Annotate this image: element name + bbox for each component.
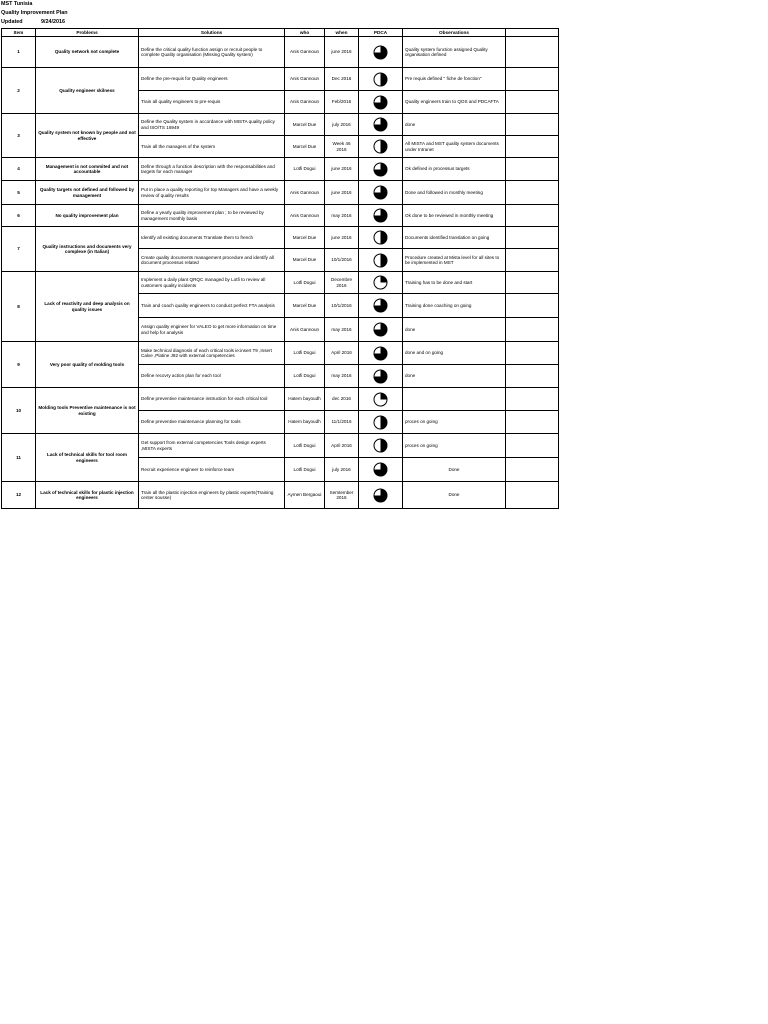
col-pdca: PDCA [359, 29, 403, 37]
item-number: 4 [2, 158, 36, 181]
pdca-cell [359, 181, 403, 205]
problem-cell: No quality improvement plan [36, 205, 139, 227]
col-solutions: Solutions [139, 29, 285, 37]
solution-cell: Train and coach quality engineers to conduct perfect FTA analysis [139, 294, 285, 318]
pdca-progress-icon [373, 253, 388, 268]
who-cell: Lotfi Dogui [285, 458, 325, 482]
observation-cell: Quality system function assigned Quality organisation defined [403, 37, 506, 68]
extra-cell [506, 365, 559, 388]
when-cell: Decembre 2016 [325, 272, 359, 294]
pdca-progress-icon [373, 298, 388, 313]
pdca-progress-icon [373, 208, 388, 223]
item-number: 6 [2, 205, 36, 227]
table-row [2, 158, 559, 181]
when-cell: Semtember 2016 [325, 482, 359, 509]
who-cell: Anis Gannoun [285, 37, 325, 68]
extra-cell [506, 227, 559, 249]
solution-cell: Assign quality engineer for VALEO to get more information on time and help for analysis [139, 318, 285, 342]
observation-cell: proces on going [403, 411, 506, 434]
problem-cell: Quality engineer skilness [36, 68, 139, 114]
item-number: 9 [2, 342, 36, 388]
item-number: 11 [2, 434, 36, 482]
item-number: 3 [2, 114, 36, 158]
who-cell: Hatem bayoudh [285, 388, 325, 411]
pdca-cell [359, 458, 403, 482]
table-row [2, 272, 559, 294]
observation-cell: proces on going [403, 434, 506, 458]
pdca-progress-icon [373, 95, 388, 110]
pdca-cell [359, 272, 403, 294]
extra-cell [506, 249, 559, 272]
pdca-progress-icon [373, 369, 388, 384]
extra-cell [506, 181, 559, 205]
extra-cell [506, 68, 559, 91]
when-cell: june 2016 [325, 227, 359, 249]
pdca-cell [359, 114, 403, 136]
problem-cell: Lack of reactivity and deep analysis on quality issues [36, 272, 139, 342]
pdca-progress-icon [373, 346, 388, 361]
quality-plan-table [1, 28, 559, 509]
who-cell: Anis Gannoun [285, 91, 325, 114]
extra-cell [506, 388, 559, 411]
who-cell: Marcel Due [285, 136, 325, 158]
solution-cell: Define through a function description with the responsabilities and targets for each manager [139, 158, 285, 181]
col-item: Item [2, 29, 36, 37]
extra-cell [506, 434, 559, 458]
pdca-cell [359, 411, 403, 434]
solution-cell: Train all the plastic injection engineers by plastic experts(Training center sousse) [139, 482, 285, 509]
table-row [2, 181, 559, 205]
company-name: MST Tunisia [1, 1, 33, 7]
when-cell: may 2016 [325, 318, 359, 342]
who-cell: Marcel Due [285, 294, 325, 318]
pdca-cell [359, 294, 403, 318]
when-cell: june 2016 [325, 158, 359, 181]
when-cell: may 2016 [325, 365, 359, 388]
who-cell: Aymen Bergaoui [285, 482, 325, 509]
when-cell: july 2016 [325, 114, 359, 136]
item-number: 2 [2, 68, 36, 114]
problem-cell: Lack of technical skills for plastic injection engineers [36, 482, 139, 509]
solution-cell: Define the Quality system in accordance with MISTA quality policy and ISO/TS 16949 [139, 114, 285, 136]
pdca-progress-icon [373, 275, 388, 290]
pdca-progress-icon [373, 392, 388, 407]
who-cell: Lotfi Dogui [285, 158, 325, 181]
solution-cell: Define preventive maintenance planning for tools [139, 411, 285, 434]
who-cell: Lotfi Dogui [285, 272, 325, 294]
who-cell: Marcel Due [285, 249, 325, 272]
col-when: when [325, 29, 359, 37]
observation-cell: done [403, 365, 506, 388]
problem-cell: Very poor quality of molding tools [36, 342, 139, 388]
item-number: 8 [2, 272, 36, 342]
pdca-cell [359, 37, 403, 68]
problem-cell: Management is not commited and not accountable [36, 158, 139, 181]
updated-row [1, 19, 65, 25]
col-problems: Problems [36, 29, 139, 37]
table-row [2, 205, 559, 227]
observation-cell: All MISTA and MST quality system documents under Intranet [403, 136, 506, 158]
solution-cell: Get support from external competencies Tools design experts ,MISTA experts [139, 434, 285, 458]
pdca-progress-icon [373, 415, 388, 430]
table-header-row [2, 29, 559, 37]
pdca-progress-icon [373, 185, 388, 200]
extra-cell [506, 482, 559, 509]
problem-cell: Quality targets not defined and followed by management [36, 181, 139, 205]
extra-cell [506, 342, 559, 365]
solution-cell: Identify all existing documents Translate them to french [139, 227, 285, 249]
pdca-cell [359, 91, 403, 114]
observation-cell: done [403, 318, 506, 342]
table-row [2, 37, 559, 68]
table-row [2, 227, 559, 249]
observation-cell: Training done coaching on going [403, 294, 506, 318]
solution-cell: Define preventive maintenance instruction for each critical tool [139, 388, 285, 411]
solution-cell: Put in place a quality reporting for top Managers and have a weekly review of quality results [139, 181, 285, 205]
pdca-progress-icon [373, 488, 388, 503]
observation-cell [403, 388, 506, 411]
item-number: 5 [2, 181, 36, 205]
when-cell: April 2016 [325, 342, 359, 365]
pdca-cell [359, 205, 403, 227]
pdca-cell [359, 365, 403, 388]
who-cell: Lotfi Dogui [285, 342, 325, 365]
extra-cell [506, 91, 559, 114]
extra-cell [506, 294, 559, 318]
pdca-cell [359, 388, 403, 411]
pdca-cell [359, 136, 403, 158]
who-cell: Lotfi Dogui [285, 434, 325, 458]
col-extra [506, 29, 559, 37]
solution-cell: Define the pre-requis for Quality engineers [139, 68, 285, 91]
pdca-progress-icon [373, 117, 388, 132]
pdca-cell [359, 342, 403, 365]
observation-cell: Training has to be done and start [403, 272, 506, 294]
when-cell: dec 2016 [325, 388, 359, 411]
pdca-progress-icon [373, 45, 388, 60]
who-cell: Anis Gannoun [285, 181, 325, 205]
pdca-progress-icon [373, 322, 388, 337]
problem-cell: Quality system not known by people and not effective [36, 114, 139, 158]
table-row [2, 482, 559, 509]
pdca-cell [359, 158, 403, 181]
observation-cell: Done [403, 482, 506, 509]
pdca-cell [359, 482, 403, 509]
plan-title: Quality Improvement Plan [1, 10, 68, 16]
table-row [2, 434, 559, 458]
pdca-cell [359, 227, 403, 249]
solution-cell: Recruit experience engineer to reinforce team [139, 458, 285, 482]
when-cell: April 2016 [325, 434, 359, 458]
solution-cell: Define recovry action plan for each tool [139, 365, 285, 388]
item-number: 1 [2, 37, 36, 68]
observation-cell: done [403, 114, 506, 136]
when-cell: 10/1/2016 [325, 294, 359, 318]
who-cell: Marcel Due [285, 227, 325, 249]
updated-date: 9/24/2016 [41, 19, 65, 25]
pdca-progress-icon [373, 72, 388, 87]
pdca-cell [359, 249, 403, 272]
who-cell: Anis Gannoun [285, 318, 325, 342]
who-cell: Hatem bayoudh [285, 411, 325, 434]
observation-cell: Ok done to be reviewed in monthly meeting [403, 205, 506, 227]
extra-cell [506, 205, 559, 227]
who-cell: Anis Gannoun [285, 68, 325, 91]
problem-cell: Molding tools Preventive maintenance is not existing [36, 388, 139, 434]
solution-cell: Make technical diagnosis of each critical tools ie:insert T9 ,Insert Calve ,Platine J92 with external competencies [139, 342, 285, 365]
when-cell: Dec 2016 [325, 68, 359, 91]
when-cell: june 2016 [325, 37, 359, 68]
table-row [2, 342, 559, 365]
observation-cell: Documents identified translation on going [403, 227, 506, 249]
pdca-progress-icon [373, 462, 388, 477]
observation-cell: Pre requis defined " fiche de fonction" [403, 68, 506, 91]
extra-cell [506, 272, 559, 294]
when-cell: july 2016 [325, 458, 359, 482]
col-observations: Observations [403, 29, 506, 37]
pdca-progress-icon [373, 162, 388, 177]
pdca-progress-icon [373, 438, 388, 453]
when-cell: Feb/2016 [325, 91, 359, 114]
observation-cell: done and on going [403, 342, 506, 365]
when-cell: Week 46 2016 [325, 136, 359, 158]
observation-cell: Quality engineers train to QOS and PDCAFTA [403, 91, 506, 114]
extra-cell [506, 114, 559, 136]
solution-cell: Implement a daily plant QRQC managed by Lotfi to review all customers quality incidents [139, 272, 285, 294]
problem-cell: Quality network not complete [36, 37, 139, 68]
when-cell: may 2016 [325, 205, 359, 227]
updated-label: Updated [1, 19, 23, 25]
solution-cell: Train all quality engineers to pre-requis [139, 91, 285, 114]
item-number: 10 [2, 388, 36, 434]
pdca-cell [359, 434, 403, 458]
pdca-progress-icon [373, 230, 388, 245]
pdca-progress-icon [373, 139, 388, 154]
when-cell: 11/1/2016 [325, 411, 359, 434]
solution-cell: Create quality documents management procedure and identify all document processus related [139, 249, 285, 272]
item-number: 7 [2, 227, 36, 272]
pdca-cell [359, 318, 403, 342]
extra-cell [506, 136, 559, 158]
observation-cell: Done and followed in monthly meeting [403, 181, 506, 205]
extra-cell [506, 458, 559, 482]
solution-cell: Define the critical quality function assign or recruit people to complete Quality organisation (Missing Quality system) [139, 37, 285, 68]
extra-cell [506, 37, 559, 68]
solution-cell: Train all the managers of the system [139, 136, 285, 158]
table-row [2, 68, 559, 91]
when-cell: june 2016 [325, 181, 359, 205]
extra-cell [506, 411, 559, 434]
col-who: who [285, 29, 325, 37]
pdca-cell [359, 68, 403, 91]
extra-cell [506, 158, 559, 181]
when-cell: 10/1/2016 [325, 249, 359, 272]
observation-cell: Done [403, 458, 506, 482]
solution-cell: Define a yearly quality improvement plan ; to be reviewed by management monthly basis [139, 205, 285, 227]
who-cell: Anis Gannoun [285, 205, 325, 227]
observation-cell: Ok defined in processus targets [403, 158, 506, 181]
observation-cell: Procedure created at Mista level for all sites to be implemented in MST [403, 249, 506, 272]
table-row [2, 114, 559, 136]
table-row [2, 388, 559, 411]
problem-cell: Lack of technical skills for tool room engineers [36, 434, 139, 482]
who-cell: Lotfi Dogui [285, 365, 325, 388]
who-cell: Marcel Due [285, 114, 325, 136]
problem-cell: Quality instructions and documents very complexe (in Italian) [36, 227, 139, 272]
item-number: 12 [2, 482, 36, 509]
extra-cell [506, 318, 559, 342]
